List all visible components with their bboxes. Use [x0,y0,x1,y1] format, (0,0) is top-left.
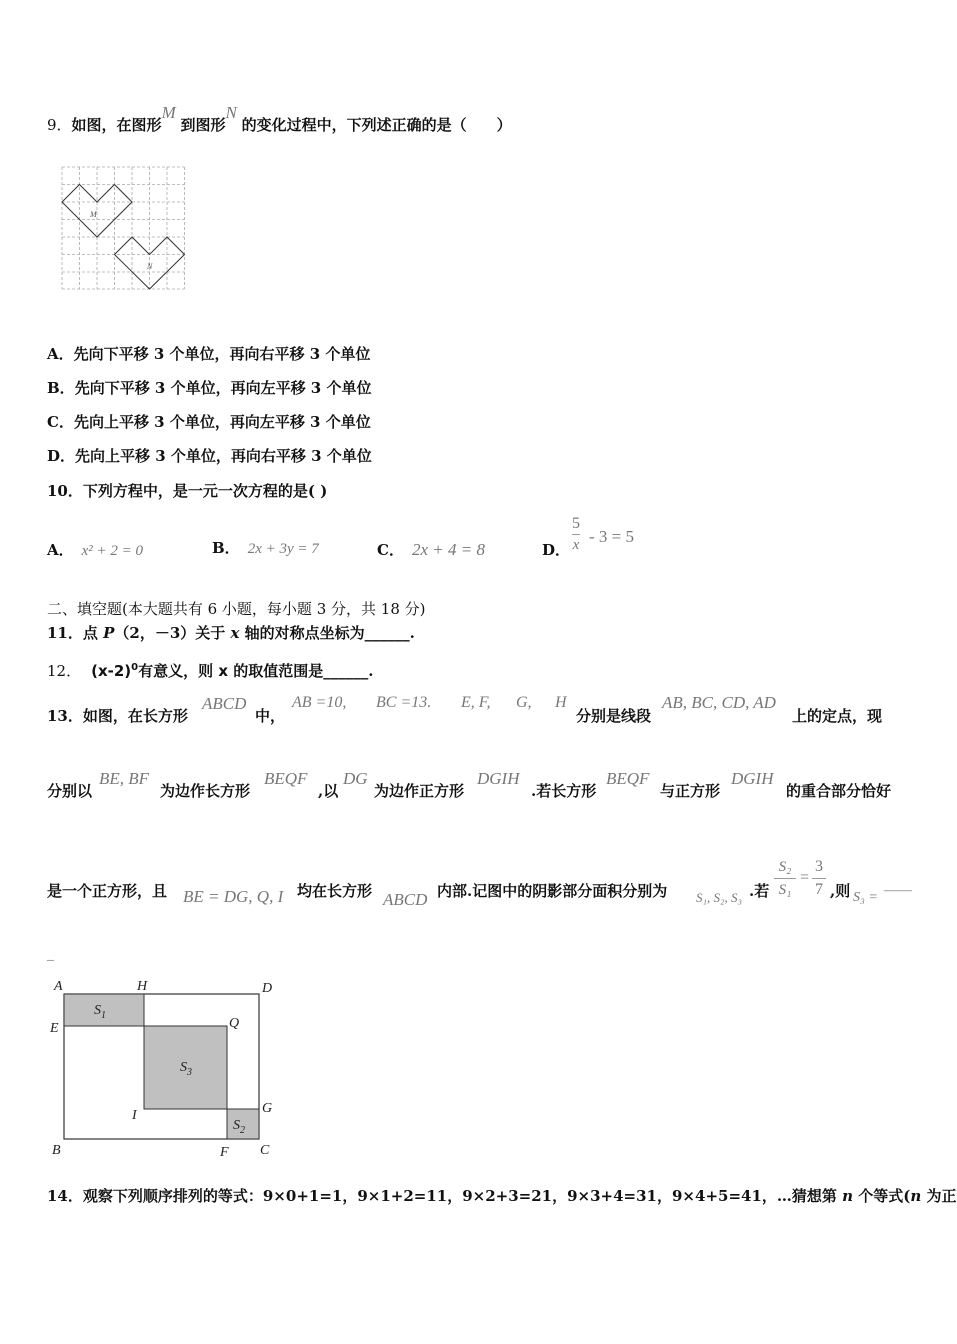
q10-option-d-rest: - 3 = 5 [589,527,634,546]
label-s2: $S_2$ [233,1118,245,1136]
q9-option-a: A．先向下平移 3 个单位，再向右平移 3 个单位 [47,345,371,363]
q13-fraction-s2-s1: $\frac{\text{S₂}}{\text{S₁}}$ [774,856,796,901]
q10-stem: 10．下列方程中，是一元一次方程的是( ) [47,482,328,500]
q13-fraction-3-7: $\frac{3}{7}$ [812,856,826,901]
section-2-heading: 二、填空题(本大题共有 6 小题，每小题 3 分，共 18 分) [47,600,426,618]
point-b: B [52,1143,61,1158]
label-m: M [90,210,97,219]
point-g: G [262,1101,273,1116]
q9-stem: 9．如图，在图形M 到图形N 的变化过程中，下列述正确的是（ ） [47,103,512,134]
q11: 11．点 P（2，－3）关于 x 轴的对称点坐标为______. [47,624,415,642]
point-e: E [50,1021,59,1036]
point-i: I [132,1108,137,1123]
q9-option-d: D．先向上平移 3 个单位，再向右平移 3 个单位 [47,447,372,465]
q10-option-b: B． 2x + 3y = 7 [212,539,319,557]
label-s3: $S_3$ [180,1060,192,1078]
q10-option-d-label: D． [542,541,571,559]
point-a: A [54,979,63,994]
q10-option-a: A． x² + 2 = 0 [47,541,144,559]
q9-option-c: C．先向上平移 3 个单位，再向左平移 3 个单位 [47,413,371,431]
point-h: H [137,979,148,994]
point-d: D [262,981,273,996]
q14: 14．观察下列顺序排列的等式：9×0+1=1，9×1+2=11，9×2+3=21，9×3+4=31，9×4+5=41，…猜想第 n 个等式(n 为正 [47,1187,957,1205]
label-s1: $S_1$ [94,1003,106,1021]
q9-option-b: B．先向下平移 3 个单位，再向左平移 3 个单位 [47,379,372,397]
q12: 12． $(x-2)^0$有意义，则 x 的取值范围是______. [47,662,374,680]
point-c: C [260,1143,270,1158]
point-f: F [220,1145,229,1160]
q13-blank-continuation: _ [47,948,54,963]
rectangle-abcd-figure [44,974,284,1164]
point-q: Q [229,1016,240,1031]
q10-option-d-fraction: $\frac{5}{x}$ [572,515,580,553]
q10-option-c: C． 2x + 4 = 8 [377,540,485,559]
label-n: N [147,262,153,271]
grid-figure-mn [58,162,192,294]
